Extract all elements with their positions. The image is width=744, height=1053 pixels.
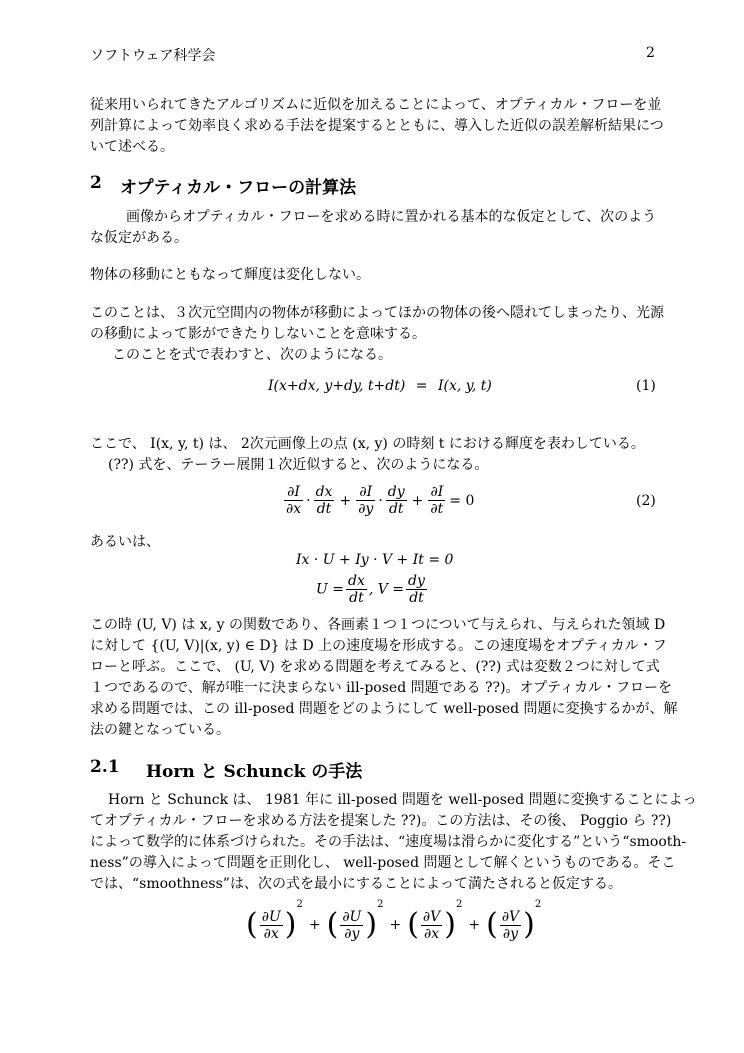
assumption-statement: 物体の移動にともなって輝度は変化しない。 [90, 267, 370, 283]
fraction: $\frac{\partial I}{\partial x}$ [286, 484, 302, 517]
equation-4: U = $\frac{dx}{dt}$ , V = $\frac{dy}{dt}$ [316, 573, 425, 606]
equation-3: Ix · U + Iy · V + It = 0 [296, 552, 454, 568]
paragraph-line: 求める問題では、この ill-posed 問題をどのようにして well-posed 問題に変換するかが、解 [90, 701, 678, 717]
paragraph-line: １つであるので、解が唯一に決まらない ill-posed 問題である ??)。オプティカル・フローを [90, 680, 672, 696]
paragraph-line: (??) 式を、テーラー展開１次近似すると、次のようになる。 [108, 457, 489, 473]
fraction: $\frac{\partial V}{\partial x}$ [422, 908, 441, 942]
equals-sign: = [415, 378, 428, 394]
paragraph-line: このことを式で表わすと、次のようになる。 [112, 347, 392, 363]
running-header-journal: ソフトウェア科学会 [90, 48, 216, 64]
paragraph-line: 法の鍵となっている。 [90, 722, 230, 738]
paragraph-line: この時 (U, V) は x, y の関数であり、各画素１つ１つについて与えられ、与えられた領域 D [90, 617, 666, 633]
equation-1 [268, 378, 492, 394]
paragraph-line: ここで、 I(x, y, t) は、 2次元画像上の点 (x, y) の時刻 t における輝度を表わしている。 [90, 436, 645, 452]
paragraph-line: あるいは、 [90, 534, 160, 550]
paragraph-line: Horn と Schunck は、 1981 年に ill-posed 問題を well-posed 問題に変換することによっ [108, 792, 697, 808]
paragraph-line: な仮定がある。 [90, 230, 188, 246]
paragraph-line: てオプティカル・フローを求める方法を提案した ??)。この方法は、その後、 Poggio ら ??) [90, 813, 672, 829]
paragraph-line: ness”の導入によって問題を正則化し、 well-posed 問題として解くというものである。そこ [90, 855, 676, 871]
equation-1-rhs: I(x, y, t) [437, 378, 492, 394]
equation-5: ( $\frac{\partial U}{\partial x}$ )$^2$+ ( $\frac{\partial U}{\partial y}$ )$^2$+ ( $\frac{\partial V}{\partial x}$ )$^2$+ ( $\frac{\partial V}{\partial y}$ )$^2$ [246, 899, 542, 942]
paragraph-line: 画像からオプティカル・フローを求める時に置かれる基本的な仮定として、次のよう [126, 209, 657, 225]
subsection-title: Horn と Schunck の手法 [146, 762, 363, 782]
paragraph-line: このことは、３次元空間内の物体が移動によってほかの物体の後へ隠れてしまったり、光源 [90, 305, 664, 321]
subsection-number: 2.1 [90, 757, 120, 777]
intro-line-1: 従来用いられてきたアルゴリズムに近似を加えることによって、オプティカル・フローを並 [90, 97, 662, 113]
section-title: オプティカル・フローの計算法 [120, 178, 357, 198]
fraction: $\frac{\partial I}{\partial y}$ [358, 484, 374, 517]
paragraph-line: の移動によって影ができたりしないことを意味する。 [90, 326, 426, 342]
fraction: $\frac{\partial I}{\partial t}$ [430, 484, 444, 517]
fraction: $\frac{dx}{dt}$ [315, 484, 333, 517]
equation-1-number: (1) [636, 378, 656, 394]
fraction: $\frac{dy}{dt}$ [387, 484, 405, 517]
fraction: $\frac{\partial U}{\partial x}$ [261, 908, 281, 942]
intro-line-3: いて述べる。 [90, 139, 174, 155]
intro-line-2: 列計算によって効率良く求める手法を提案するとともに、導入した近似の誤差解析結果につ [90, 118, 664, 134]
fraction: $\frac{\partial U}{\partial y}$ [342, 908, 362, 942]
equation-2: $\frac{\partial I}{\partial x}$ · $\frac{dx}{dt}$ + $\frac{\partial I}{\partial y}$ · $\frac{dy}{dt}$ + $\frac{\partial I}{\partial t}$ = 0 [286, 484, 475, 517]
page-number: 2 [646, 45, 655, 61]
section-number: 2 [90, 173, 102, 193]
paragraph-line: ローと呼ぶ。ここで、 (U, V) を求める問題を考えてみると、(??) 式は変数２つに対して式 [90, 659, 660, 675]
paragraph-line: に対して {(U, V)|(x, y) ∈ D} は D 上の速度場を形成する。この速度場をオプティカル・フ [90, 638, 667, 654]
fraction: $\frac{dy}{dt}$ [408, 573, 425, 606]
equation-1-lhs: I(x+dx, y+dy, t+dt) [268, 378, 406, 394]
paragraph-line: によって数学的に体系づけられた。その手法は、“速度場は滑らかに変化する”という“smooth- [90, 834, 687, 850]
fraction: $\frac{\partial V}{\partial y}$ [501, 908, 520, 942]
equation-2-number: (2) [636, 493, 656, 509]
fraction: $\frac{dx}{dt}$ [347, 573, 365, 606]
paragraph-line: では、“smoothness”は、次の式を最小にすることによって満たされると仮定する。 [90, 876, 622, 892]
